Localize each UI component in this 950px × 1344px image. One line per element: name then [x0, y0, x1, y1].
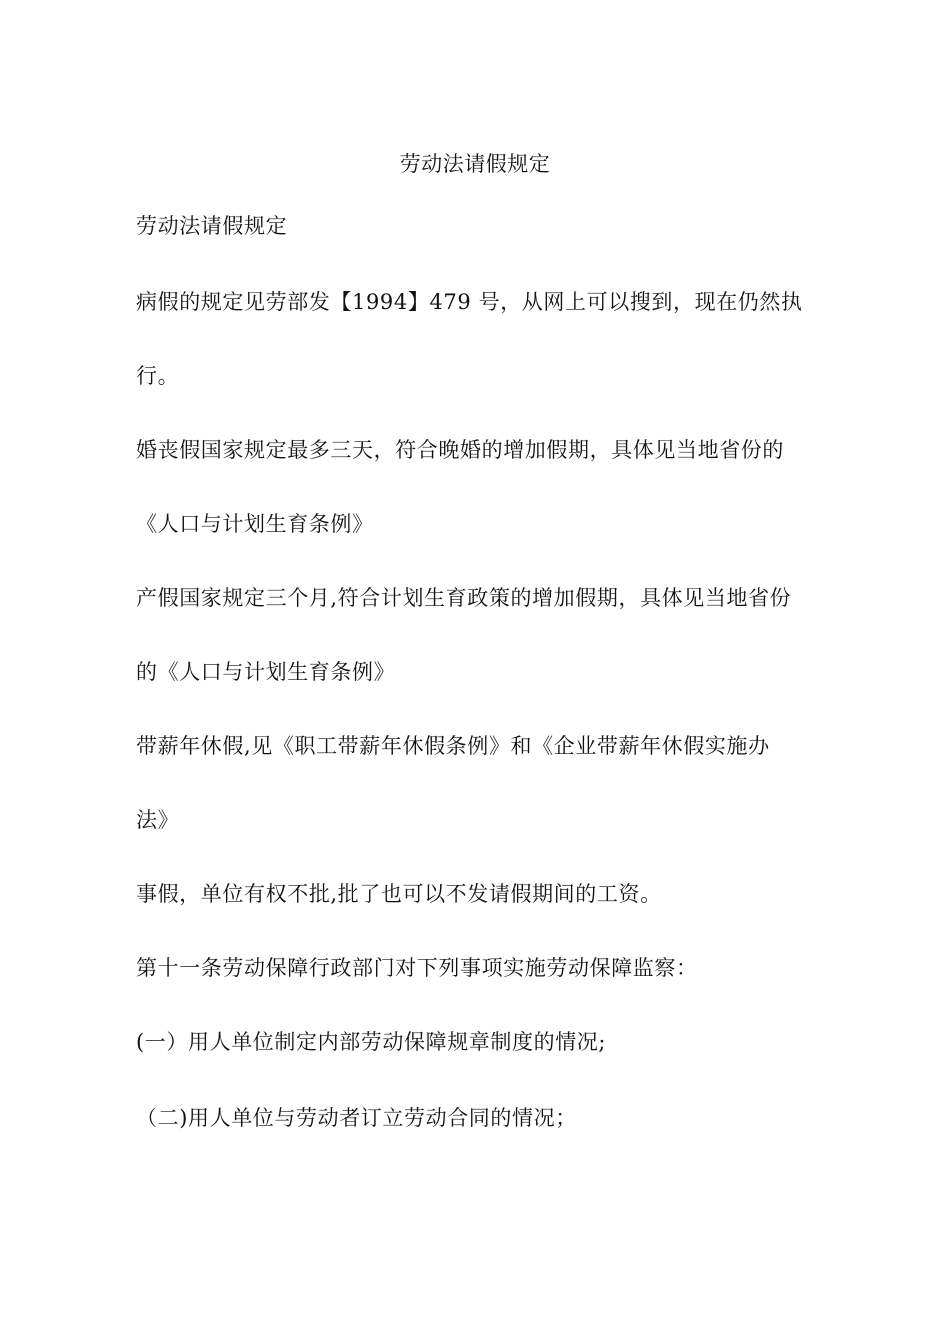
- paragraph-line: 法》: [136, 808, 180, 832]
- document-title: 劳动法请假规定: [399, 152, 551, 176]
- list-item: (一）用人单位制定内部劳动保障规章制度的情况;: [136, 1030, 607, 1054]
- paragraph-line: 的《人口与计划生育条例》: [136, 660, 396, 684]
- paragraph-line: 事假，单位有权不批,批了也可以不发请假期间的工资。: [136, 882, 662, 906]
- paragraph-line: 婚丧假国家规定最多三天，符合晚婚的增加假期，具体见当地省份的: [136, 438, 784, 462]
- list-item: （二)用人单位与劳动者订立劳动合同的情况；: [136, 1106, 577, 1130]
- paragraph-line: 带薪年休假,见《职工带薪年休假条例》和《企业带薪年休假实施办: [136, 734, 770, 758]
- paragraph-line: 产假国家规定三个月,符合计划生育政策的增加假期，具体见当地省份: [136, 586, 792, 610]
- paragraph-line: 《人口与计划生育条例》: [136, 512, 374, 536]
- paragraph-line: 行。: [136, 364, 180, 388]
- paragraph-heading: 劳动法请假规定: [136, 214, 288, 238]
- paragraph-line: 病假的规定见劳部发【1994】479 号，从网上可以搜到，现在仍然执: [136, 290, 803, 314]
- paragraph-line: 第十一条劳动保障行政部门对下列事项实施劳动保障监察：: [136, 956, 698, 980]
